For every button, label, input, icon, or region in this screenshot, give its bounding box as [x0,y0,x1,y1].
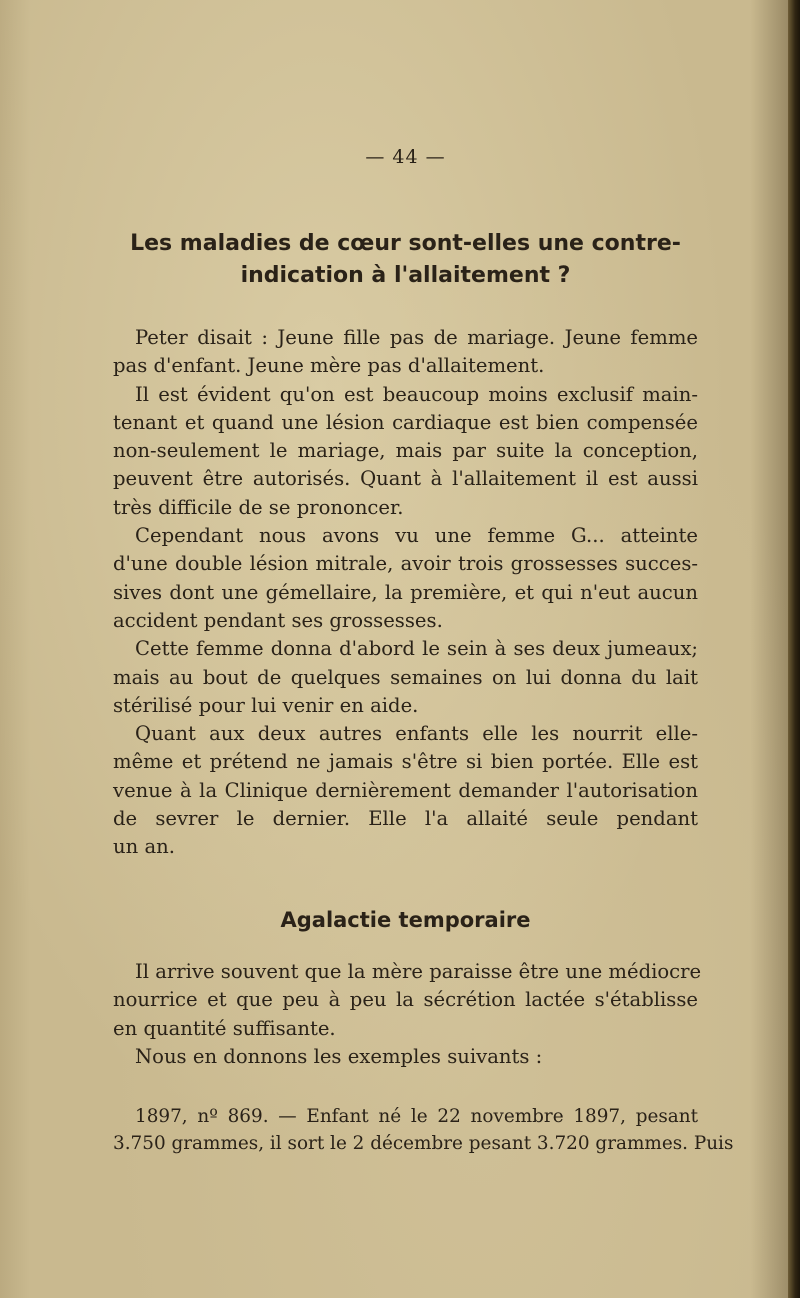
text-line: Quant aux deux autres enfants elle les nourrit elle- [135,722,698,746]
text-line: sives dont une gémellaire, la première, et qui n'eut aucun [113,580,698,604]
text-line: de sevrer le dernier. Elle l'a allaité seule pendant [113,807,698,831]
text-line: mais au bout de quelques semaines on lui donna du lait [113,665,698,689]
text-line: d'une double lésion mitrale, avoir trois grossesses succes- [113,552,698,576]
text-line: accident pendant ses grossesses. [113,608,443,632]
text-line: en quantité suffisante. [113,1016,336,1040]
text-line: Nous en donnons les exemples suivants : [135,1044,543,1068]
text-line: pas d'enfant. Jeune mère pas d'allaitement. [113,354,545,378]
text-line: Il arrive souvent que la mère paraisse être une médiocre [135,960,702,983]
text-line: un an. [113,835,175,859]
text-line: Cependant nous avons vu une femme G... atteinte [135,524,698,548]
book-page [113,0,734,1298]
text-line: non-seulement le mariage, mais par suite la conception, [113,439,698,463]
text-line: peuvent être autorisés. Quant à l'allaitement il est aussi [113,467,698,491]
text-line: très difficile de se prononcer. [113,495,404,519]
text-line: Il est évident qu'on est beaucoup moins exclusif main- [135,382,698,406]
heading-line: indication à l'allaitement ? [240,263,571,288]
section-heading-heart-disease [113,228,698,292]
text-line: venue à la Clinique dernièrement demander l'autorisation [113,778,698,802]
text-line: 1897, nº 869. — Enfant né le 22 novembre 1897, pesant [135,1106,698,1127]
text-line: 3.750 grammes, il sort le 2 décembre pesant 3.720 grammes. Puis [113,1133,734,1154]
book-edge-shadow [788,0,800,1298]
body-text-section-1 [113,324,698,862]
text-line: même et prétend ne jamais s'être si bien portée. Elle est [113,750,698,774]
text-line: tenant et quand une lésion cardiaque est bien compensée [113,410,698,434]
heading-line: Les maladies de cœur sont-elles une contre- [130,231,681,256]
text-line: stérilisé pour lui venir en aide. [113,693,419,717]
text-line: nourrice et que peu à peu la sécrétion lactée s'établisse [113,988,698,1012]
page-number: — 44 — [365,146,446,168]
text-line: Cette femme donna d'abord le sein à ses deux jumeaux; [135,637,698,661]
section-heading-agalactia: Agalactie temporaire [280,908,531,932]
text-line: Peter disait : Jeune fille pas de mariage. Jeune femme [135,326,698,349]
body-text-section-2 [113,958,702,1071]
case-record-text [113,1103,734,1157]
